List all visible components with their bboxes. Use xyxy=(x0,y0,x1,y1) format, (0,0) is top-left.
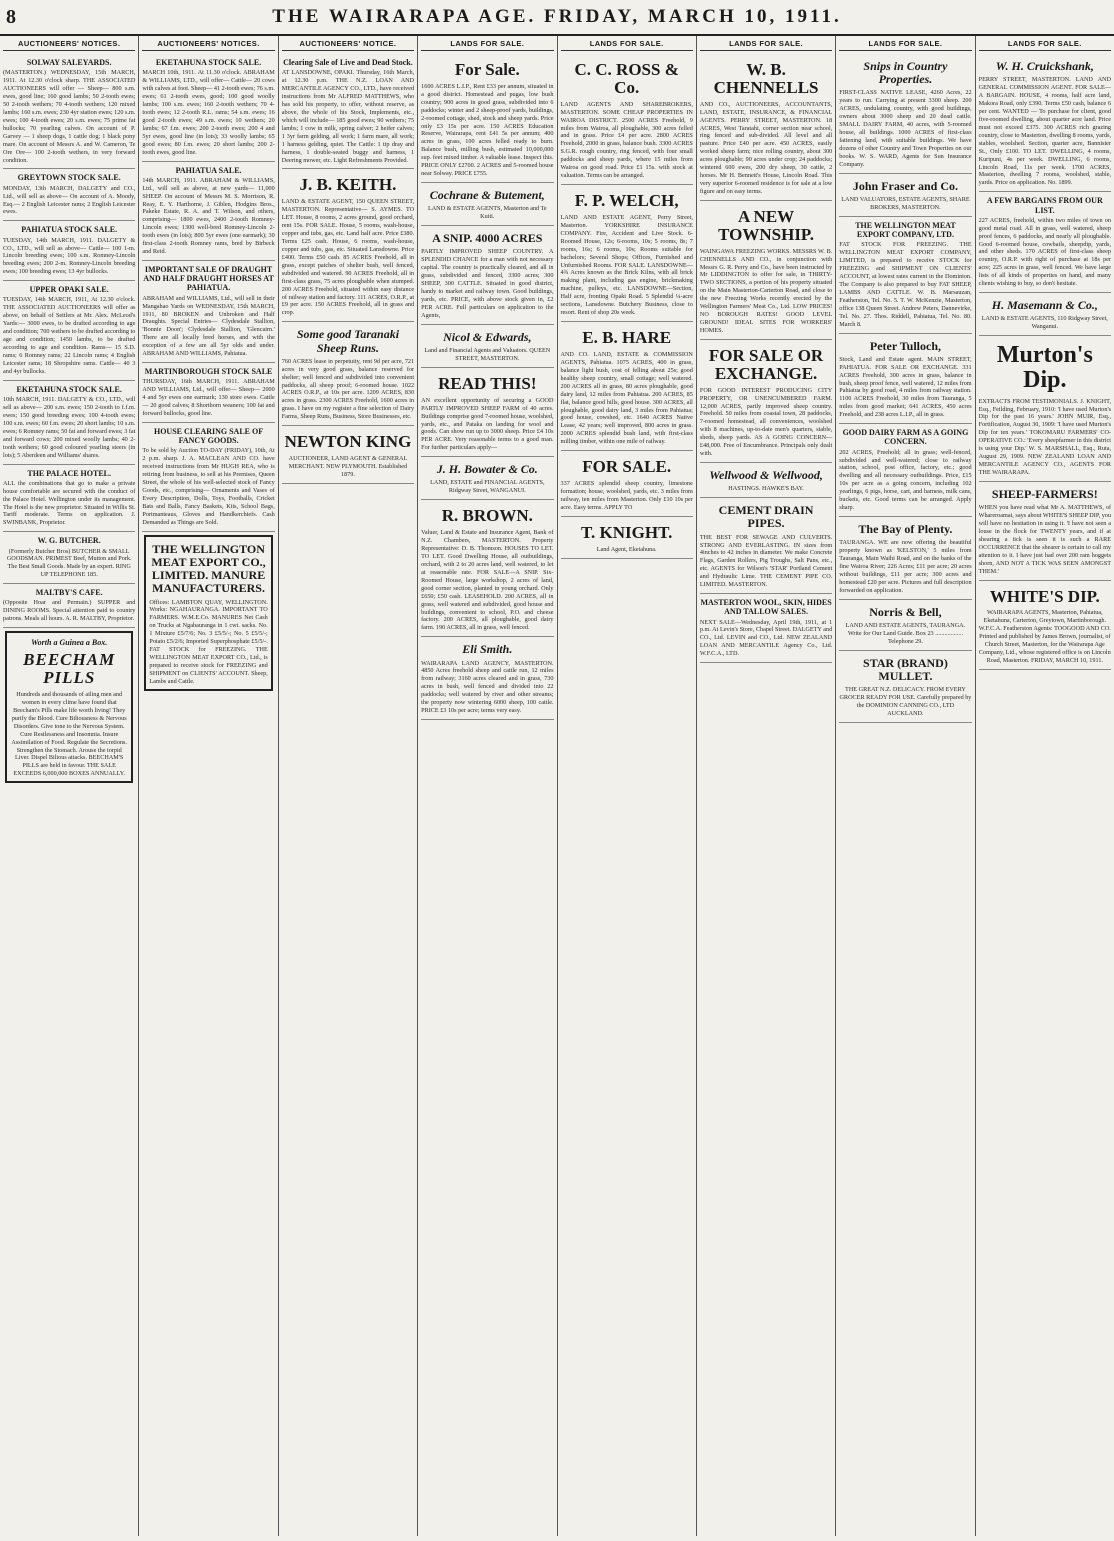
column-3 xyxy=(279,36,418,1536)
ad-heading: C. C. ROSS & Co. xyxy=(574,60,679,97)
ad-heading: THE WELLINGTON MEAT EXPORT COMPANY, LTD. xyxy=(855,220,956,239)
ad-read-this xyxy=(421,368,553,457)
ad-body: WAIRARAPA AGENTS, Masterton, Pahiatua, Eketahuna, Carterton, Greytown, Martinborough. W.F.C.A. Featherston Agents: TOOGOOD AND CO. Printed and published by James Brown, journalist, of Church Street, Masterton, for the Wairarapa Age Company, Ltd., whose registered office is on Lincoln Road, Masterton. FRIDAY, MARCH 10, 1911. xyxy=(978,609,1111,665)
ad-meat-export-manures xyxy=(144,535,272,691)
ad-body: (Formerly Butcher Bros) BUTCHER & SMALL GOODSMAN. PRIMEST Beef, Mutton and Pork. The Best Small Goods. Made by an expert. RING UP TELEPHONE 185. xyxy=(6,547,132,579)
column-6 xyxy=(697,36,836,1536)
column-header: LANDS FOR SALE. xyxy=(839,36,971,51)
newspaper-title: THE WAIRARAPA AGE. FRIDAY, MARCH 10, 1911. xyxy=(272,6,842,27)
ad-heading: The Bay of Plenty. xyxy=(858,522,953,537)
ad-murtons-dip xyxy=(979,336,1111,482)
ad-heading: Murton's Dip. xyxy=(996,342,1093,394)
column-header: LANDS FOR SALE. xyxy=(979,36,1111,51)
ad-dairy-farm xyxy=(839,424,971,517)
ad-heading: H. Masemann & Co., xyxy=(991,298,1098,313)
page-number: 8 xyxy=(6,6,16,28)
column-7 xyxy=(836,36,975,1536)
ad-body: THE GREAT N.Z. DELICACY. FROM EVERY GROCER READY FOR USE. Carefully prepared by the DOMINION CANNING CO., LTD AUCKLAND. xyxy=(839,686,972,717)
ad-cruickshank xyxy=(979,54,1111,192)
ad-peter-tulloch xyxy=(839,334,971,425)
ad-heading: PAHIATUA STOCK SALE. xyxy=(21,225,118,235)
ad-eb-hare xyxy=(561,322,693,451)
ad-heading: THE WELLINGTON MEAT EXPORT CO., LIMITED. MANURE MANUFACTURERS. xyxy=(151,541,266,596)
ad-newton-king xyxy=(282,426,414,484)
newspaper-columns xyxy=(0,36,1114,1536)
ad-cement-drain-pipes xyxy=(700,498,832,594)
ad-heading: T. KNIGHT. xyxy=(580,522,673,542)
ad-heading: CEMENT DRAIN PIPES. xyxy=(718,503,814,531)
ad-body: ABRAHAM and WILLIAMS, Ltd., will sell in their Mangahao Yards on WEDNESDAY, 15th MARCH, 1911, 80 BROKEN and Unbroken and Half Draughts. Special Entries— Clydesdale Stallion, 'Bonnie Doon'; Clydesdale Stallion, 'Glencairn.' There are all locally bred horses, and with the exception of a few are all 5yr olds and under. ABRAHAM AND WILLIAMS, Pahiatua. xyxy=(142,294,275,358)
ad-clearing-sale xyxy=(282,54,414,169)
ad-body: WHEN you have read what Mr A. MATTHEWS, of Whareroamai, says about WHITE'S SHEEP DIP, you will have no hesitation in using it. 'I have not seen a louse in the flock for TWENTY years, and if at shearing a tick is seen it is such a RARE OCCURRENCE that the shearer is certain to call my attention to it. I have just had over 200 ram hoggets shorn, AND NOT A TICK WAS SEEN AMONGST THEM.' xyxy=(978,504,1111,575)
ad-for-sale-337-acres xyxy=(561,451,693,517)
ad-heading: J. H. Bowater & Co. xyxy=(436,462,538,477)
ad-heading: MASTERTON WOOL, SKIN, HIDES AND TALLOW SALES. xyxy=(700,598,832,617)
ad-body: 337 ACRES splendid sheep country, limestone formation; house, woolshed, yards, etc. 3 miles from railway, ten miles from Masterton. Only £10 10s per acre. Easy terms. APPLY TO xyxy=(560,480,693,511)
ad-heading: Cochrane & Butement, xyxy=(429,188,545,203)
ad-bay-of-plenty xyxy=(839,517,971,600)
ad-cochrane-butement xyxy=(421,183,553,226)
ad-heading: Peter Tulloch, xyxy=(869,338,941,353)
ad-body: LAND AND ESTATE AGENTS, TAURANGA. Write for Our Land Guide. Box 23 .................. Telephone 29. xyxy=(845,622,966,645)
ad-body: Offices: LAMBTON QUAY, WELLINGTON. Works: NGAHAURANGA. IMPORTANT TO FARMERS. W.M.E.Co. MANURES Net Cash on Trucks at Ngahauranga in 1 cwt. sacks. No. 1 Mixture £5/7/6; No. 3 £5/5/-; No. 5 £5/5/-; Potato £5/2/6; Imported Superphosphate £5/5/-. FAT STOCK for FREEZING. THE WELLINGTON MEAT EXPORT CO., Ltd., is prepared to receive stock for FREEZING and SHIPMENT on CLIENTS' ACCOUNT. Sheep, Lambs and Cattle. xyxy=(149,598,268,685)
ad-heading: STAR (BRAND) MULLET. xyxy=(863,655,948,683)
column-header: AUCTIONEERS' NOTICE. xyxy=(282,36,414,51)
ad-sheep-farmers xyxy=(979,482,1111,581)
ad-heading: W. B. CHENNELLS xyxy=(713,60,819,97)
column-header: AUCTIONEERS' NOTICES. xyxy=(3,36,135,51)
ad-heading: Snips in Country Properties. xyxy=(863,59,948,87)
ad-heading: PAHIATUA SALE. xyxy=(175,165,242,175)
ad-body: HASTINGS. HAWKE'S BAY. xyxy=(728,485,804,493)
ad-heading: A NEW TOWNSHIP. xyxy=(718,206,815,244)
ad-heading: NEWTON KING xyxy=(284,432,412,452)
ad-bowater xyxy=(421,457,553,500)
ad-body: Stock, Land and Estate agent. MAIN STREET, PAHIATUA. FOR SALE OR EXCHANGE. 331 ACRES Freehold, 300 acres in grass, balance in bush, sheep proof fence, well watered, 12 miles from Pahiatua by good road, 4 miles from railway station. 1100 ACRES Freehold, 30 miles from Tauranga, 5 miles from good market; 641 ACRES, 450 acres Freehold, and 238 acres L.I.P., all in grass. xyxy=(839,355,972,419)
ad-butcher xyxy=(3,532,135,584)
ad-body: 14th MARCH, 1911. ABRAHAM & WILLIAMS, Ltd., will sell as above, at new yards— 11,000 SHEEP. On account of Messrs M. S. Morrison, R. Reay, E. Y. Harthorne, J. Giblen, Hodgins Bros., Pakeke Estate, R. A. and T. Wilson, and others, comprising— 1800 ewes, 2400 2-tooth Romney-Lincoln ewes; 1300 well-bred Romney-Lincoln 2-tooth ewes (in lots); 800 5yr ewes (one earmark); 30 first-class 2-tooth Romney rams, bred by Birbeck and Reid. xyxy=(142,176,275,256)
ad-r-brown xyxy=(421,500,553,637)
column-header: AUCTIONEERS' NOTICES. xyxy=(142,36,274,51)
ad-greytown-stock-sale xyxy=(3,169,135,221)
column-1 xyxy=(0,36,139,1536)
ad-body: WAIRARAPA LAND AGENCY, MASTERTON. 4850 Acres freehold sheep and cattle run, 12 miles from railway; 3160 acres cleared and in grass, 730 acres in bush, well fenced and divided into 22 paddocks; well watered by river and other streams; the property now wintering 6000 sheep, 100 cattle. PRICE £3 10s per acre; terms very easy. xyxy=(421,659,554,715)
ad-heading: J. B. KEITH. xyxy=(299,175,397,195)
ad-eketahuna-sale xyxy=(142,54,274,162)
ad-body: LAND AGENTS AND SHAREBROKERS, MASTERTON. SOME CHEAP PROPERTIES IN WAIROA DISTRICT. 2500 ACRES Freehold, 9 miles from Wairoa, all ploughable, 300 acres felled and in grass. Price £4 per acre. 2800 ACRES Freehold, 2000 in grass, balance bush. 3300 ACRES S.G.R. rough country, ring fenced, with four small paddocks and sheep yards, where 15 miles from Wairoa on good road. Price £1 15s. with stock at valuation. Terms can be arranged. xyxy=(560,100,693,180)
ad-body: FIRST-CLASS NATIVE LEASE, 4260 Acres, 22 years to run. Carrying at present 3300 sheep. 200 ACRES, undulating country, with good buildings, owners about 3000 sheep and 20 dead cattle. SMALL DAIRY FARM, 40 acres, with 5-roomed house, all buildings. 1000 ACRES of first-class fattening land, with suitable buildings. We have dozens of other Country and Town Properties on our books. W. S. WARD, Agents for Sun Insurance Company. xyxy=(839,89,972,168)
ad-body: TUESDAY, 14th MARCH, 1911, At 12.30 o'clock. THE ASSOCIATED AUCTIONEERS will offer as above, on behalf of Settlers at Mr. Alex. McLeod's Yards:— 3000 ewes, to be drafted according to age and condition; 700 wethers to be drafted according to age and condition; 1450 lambs, to be drafted according to age and condition. Rams— 15 S.D. rams; 6 Romney rams; 22 Lincoln rams; 4 English Leicester rams; 18 Shropshire rams. Cattle— 40 3 and 4yr bullocks. xyxy=(3,296,136,375)
ad-heading: FOR SALE OR EXCHANGE. xyxy=(708,345,824,383)
ad-beecham-pills xyxy=(5,631,133,783)
ad-john-fraser xyxy=(839,174,971,217)
ad-heading: GREYTOWN STOCK SALE. xyxy=(17,173,121,183)
ad-heading: MALTBY'S CAFE. xyxy=(35,588,103,598)
ad-maltbys-cafe xyxy=(3,584,135,628)
column-header: LANDS FOR SALE. xyxy=(700,36,832,51)
ad-eketahuna-stock-sale xyxy=(3,381,135,465)
ad-body: Land Agent, Eketahuna. xyxy=(596,545,657,553)
ad-body: MARCH 10th, 1911. At 11.30 o'clock. ABRAHAM & WILLIAMS, LTD., will offer— Cattle— 20 cows with calves at foot. Sheep— 41 2-tooth ewes; 76 s.m. ewes; 61 2-tooth ewes, good; 100 good woolly lambs; 100 s.m. ewes; 160 2-tooth wethers; 70 4-tooth ewes; 12 2-tooth R.L. rams; 54 s.m. ewes; 16 good 2-tooth ewes; 49 s.m. ewes; 10 wethers; 20 lambs; 67 f.m. ewes; 200 2-tooth ewes; 200 4 and 5yr ewes, good line (in lots); 33 woolly lambs; 65 good ewes; 80 f.m. ewes; 20 short lambs; 200 2-tooth ewes, good line. xyxy=(142,69,275,156)
ad-body: AND CO., AUCTIONEERS, ACCOUNTANTS, LAND, ESTATE, INSURANCE, & FINANCIAL AGENTS. PERRY STREET, MASTERTON. 18 ACRES, West Taratahi, corner section near school, ring fenced and sub-divided. All level and all pasture. Price £40 per acre. 450 ACRES, easily worked sheep farm; nice rolling country, about 300 acres ploughable; 90 acres under crop; 24 paddocks; wintered 600 ewes, 200 dry sheep, 30 cattle, 2 horses. Mr H. Bennett's House, Lincoln Road. This very superior 6-roomed residence is for sale at a low figure and on easy terms. xyxy=(699,100,833,195)
column-5 xyxy=(558,36,697,1536)
ad-body: FAT STOCK FOR FREEZING. THE WELLINGTON MEAT EXPORT COMPANY, LIMITED, is prepared to receive STOCK for FREEZING and SHIPMENT ON CLIENTS' ACCOUNT, at lowest rates current in the Dominion. The Company is also prepared to buy FAT SHEEP, LAMBS AND CATTLE. W. B. Marsauzan, Featherston, Tel. No. 5. T. W. McKenzie, Masterton, office 138 Queen Street. Andrew Peters, Dannevirke, Tel. No. 27. Thos. Riddell, Pahiatua, Tel. No. 80. March 8. xyxy=(839,241,972,328)
ad-wool-skin-sales xyxy=(700,594,832,663)
column-4 xyxy=(418,36,557,1536)
ad-body: FOR GOOD INTEREST PRODUCING CITY PROPERTY, OR UNENCUMBERED FARM. 12,000 ACRES, partly improved sheep country. Freehold. 50 miles from coastal town, 28 paddocks, 7-roomed homestead, all conveniences, woolshed with 8 machines, up-to-date men's quarters, stable, sheds, sheep yards. AS A GOING CONCERN— £48,000. Free of Encumbrance. Principals only dealt with. xyxy=(699,386,833,458)
ad-snip-4000-acres xyxy=(421,226,553,325)
ad-body: MONDAY, 13th MARCH, DALGETY and CO., Ltd., will sell as above— On account of A. Moody, Esq.— 2 English Leicester rams; 2 English Leicester ewes. xyxy=(3,184,136,216)
ad-body: PARTLY IMPROVED SHEEP COUNTRY. A SPLENDID CHANCE for a man with not necessary capital. The country is practically cleared, and all in grass, subdivided and fenced, 3300 acres; 300 SHEEP, 300 CATTLE. Situated in good district, handy to market and railway town. Good buildings, yards, etc. PRICE, with above stock given in, £2 PER ACRE. Full particulars on application to the Agents, xyxy=(421,248,554,319)
ad-heading: UPPER OPAKI SALE. xyxy=(29,285,109,295)
ad-upper-opaki-sale xyxy=(3,281,135,381)
ad-t-knight xyxy=(561,517,693,559)
ad-body: (Opposite Hoar and Permain.) SUPPER and DINING ROOMS. Special attention paid to country patrons. Meals all hours. A. R. MALTBY, Proprietor. xyxy=(3,599,136,623)
ad-heading: EKETAHUNA STOCK SALE. xyxy=(16,384,122,394)
ad-body: AND CO. LAND, ESTATE & COMMISSION AGENTS, Pahiatua. 1075 ACRES, 400 in grass, balance light bush, cost of felling about 25s; good healthy sheep country, small cottage; well watered. 200 ACRES all in grass, 80 acres ploughable, good dairy land, 12 miles from Pahiatua. 200 ACRES, 85 flat, balance good hills, good house. 300 ACRES, all ploughable, good dairy land, 3 miles from Pahiatua; good house, cowshed, etc. 1640 ACRES Native Lease, 42 years; well improved, 800 acres in grass. 2000 ACRES splendid bush land, with first-class milling timber, within one mile of railway. xyxy=(560,350,693,446)
ad-chennells xyxy=(700,54,832,201)
ad-body: WAINGAWA FREEZING WORKS. MESSRS W. B. CHENNELLS AND CO., in conjunction with Messrs G. R. Perry and Co., have been instructed by Mr LIDDINGTON to offer for sale, in THIRTY-TWO SECTIONS, a portion of his property situated on the Main Masterton-Carterton Road, and close to the new Freezing Works recently erected by the Wellington Farmers' Meat Co., Ltd. LOW PRICES! NO BOROUGH RATES! GOOD LEVEL GROUND! IDEAL SITES FOR WORKERS' HOMES. xyxy=(699,247,833,334)
ad-solway-saleyards xyxy=(3,54,135,169)
ad-body: TAURANGA. WE are now offering the beautiful property known as 'KELSTON,' 5 miles from Tauranga, Main Waihi Road, and on the banks of the fine Wairoa River; 226 Acres; £11 per acre; 20 acres without buildings, £11 per acre; 300 acres and homestead £20 per acre. Pictures and full description forwarded on application. xyxy=(839,539,972,594)
masthead xyxy=(0,0,1114,36)
ad-heading: HOUSE CLEARING SALE OF FANCY GOODS. xyxy=(153,427,264,446)
ad-star-mullet xyxy=(839,651,971,723)
ad-body: THURSDAY, 16th MARCH, 1911. ABRAHAM AND WILLIAMS, Ltd., will offer— Sheep— 2000 4 and 5yr ewes one earmark; 130 store ewes. Cattle— 20 good calves; 8 Shorthorn weaners; 100 fat and forward bullocks, good line. xyxy=(142,378,275,418)
ad-heading: Norris & Bell, xyxy=(869,604,942,619)
ad-tagline: Worth a Guinea a Box. xyxy=(31,638,108,648)
ad-martinborough-sale xyxy=(142,363,274,423)
ad-nicol-edwards xyxy=(421,325,553,368)
ad-masemann xyxy=(979,293,1111,336)
ad-body: 760 ACRES lease in perpetuity, rent 9d per acre, 721 acres in very good grass, balance reserved for shelter; well fenced and subdivided into convenient paddocks, all sheep proof; 6-roomed house. 1022 ACRES O.R.P., at 10s per acre. 1209 ACRES, 830 acres in grass. 2300 ACRES Freehold, 1600 acres in grass. I have on my register a fine selection of Dairy Farms, Sheep Runs, Business, Store Businesses, etc. xyxy=(281,357,415,421)
ad-heading: Clearing Sale of Live and Dead Stock. xyxy=(283,58,413,67)
ad-heading: MARTINBOROUGH STOCK SALE xyxy=(144,367,273,377)
ad-heading: IMPORTANT SALE OF DRAUGHT AND HALF DRAUGHT HORSES AT PAHIATUA. xyxy=(143,265,274,293)
ad-heading: READ THIS! xyxy=(438,373,537,393)
ad-heading: For Sale. xyxy=(454,60,520,79)
ad-heading: Some good Taranaki Sheep Runs. xyxy=(296,327,400,355)
ad-wellwood xyxy=(700,463,832,498)
ad-body: LAND, ESTATE and FINANCIAL AGENTS, Ridgway Street, WANGANUI. xyxy=(430,479,545,495)
column-2 xyxy=(139,36,278,1536)
ad-heading: SOLWAY SALEYARDS. xyxy=(26,58,112,67)
ad-body: (MASTERTON.) WEDNESDAY, 15th MARCH, 1911. At 12.30 o'clock sharp. THE ASSOCIATED AUCTIONEERS will offer — Sheep— 800 s.m. ewes, good line; 160 good lambs; 50 2-tooth ewes; 50 2-tooth wethers; 70 4-tooth wethers; 120 mixed lambs; 160 s.m. ewes; 230 4yr station ewes; 120 s.m. ewes; 100 4-tooth ewes; 20 s.m. ewes; 75 prime fat bullocks; 70 yearling calves. On account of P. Garvey — 1 sheep dogs, 1 cattle dog; 1 black pony mare. On account of Messrs A. and W. Cameron, Te Ore Ore— 100 2-tooth wethers, in very forward condition. xyxy=(3,69,136,164)
ad-body: ALL the combinations that go to make a private house comfortable are secured with the conduct of the Palace Hotel. Wellington under its management. The Hotel is the new proprietor. Situated in Willis St. Tariff moderate. Terms on application. J. SWINBANK, Proprietor. xyxy=(3,479,136,527)
ad-body: 10th MARCH, 1911. DALGETY & CO., LTD., will sell as above— 200 s.m. ewes; 150 2-tooth to f.f.m. ewes; 150 good breeding ewes; 100 4-tooth ewes; 100 s.m. ewes; 60 f.m. ewes; 20 short lambs; 10 s.m. ewes; 6 Romney rams; 50 fat and forward ewes; 3 fat and forward cows; 200 mixed woolly lambs; 40 2-tooth wethers; 60 good coloured yearling steers (in lots); 5 Aberdeen and Williams' shares. xyxy=(3,396,136,459)
ad-body: 202 ACRES, Freehold; all in grass; well-fenced, subdivided and well-watered; close to railway station, school, post office, factory, etc.; good dwelling and all necessary outbuildings. Price, £15 10s per acre as a going concern, including 102 yearlings, 6 pigs, horse, cart, and harness, milk cans, buckets, etc. Good terms can be arranged. Apply sharp. xyxy=(839,448,972,512)
ad-body: 227 ACRES, freehold, within two miles of town on good metal road. All in grass, well watered, sheep proof fences, 6 paddocks, and nearly all ploughable. Good 6-roomed house, cowbails, sheepdip, yards, and other sheds. 170 ACRES of first-class sheep country, O.R.P. with right of purchase at 18s per acre; 225 acres in grass, well fenced. We have large lists of all kinds of properties on hand, and many clients wishing to buy, so don't hesitate. xyxy=(978,216,1111,288)
ad-pahiatua-stock-sale xyxy=(3,221,135,281)
column-header: LANDS FOR SALE. xyxy=(561,36,693,51)
ad-heading: EKETAHUNA STOCK SALE. xyxy=(155,58,262,67)
ad-heading: GOOD DAIRY FARM AS A GOING CONCERN. xyxy=(842,428,969,447)
ad-heading: SHEEP-FARMERS! xyxy=(991,486,1098,501)
ad-heading: F. P. WELCH, xyxy=(574,191,679,211)
ad-body: LAND & ESTATE AGENT, 150 QUEEN STREET, MASTERTON. Representative— S. AYMES. TO LET. House, 8 rooms, 2 acres ground, good orchard, rent 15s. FOR SALE. House, 5 rooms, wash-house, copper and tubs, gas, etc. Land half acre. Price £380. Terms £25 cash. House, 6 rooms, wash-house, copper and tubs, gas, etc. Situated Lansdowne. Price £400. Terms £50 cash. 85 ACRES Freehold, all in grass, except patches of shelter bush, well fenced, subdivided and watered. 90 ACRES Freehold, all in first-class grass, 75 acres ploughable when stumped. 200 ACRES Freehold, situated within easy distance of railway station and factory. 111 ACRES, O.R.P., at £9 per acre. 150 ACRES Freehold, all in grass and crop. xyxy=(281,198,415,317)
ad-heading: A SNIP. 4000 ACRES xyxy=(432,231,543,246)
ad-heading: R. BROWN. xyxy=(441,506,533,526)
ad-whites-dip xyxy=(979,581,1111,670)
ad-body: AT LANSDOWNE, OPAKI. Thursday, 16th March, at 12.30 p.m. THE N.Z. LOAN AND MERCANTILE AGENCY CO., LTD., have received instructions from Mr ALFRED MATTHEWS, who has sold his property, to offer, without reserve, as above, the whole of his Stock, Implements, etc., which will include— 185 good ewes; 90 wethers; 75 lambs; 1 cow in milk, spring calver; 2 heifer calves; 1 3yr farm gelding, all work; 1 farm mare, all work; 1 harness gelding, quiet. The Cattle: 1 tip dray and harness, 1 double-seated buggy and harness, 1 Deering mower, etc. Light Refreshments Provided. xyxy=(281,69,415,164)
ad-heading: A FEW BARGAINS FROM OUR LIST. xyxy=(986,196,1103,215)
ad-new-township xyxy=(700,201,832,340)
column-8 xyxy=(976,36,1114,1536)
ad-body: Land and Financial Agents and Valuators. QUEEN STREET, MASTERTON. xyxy=(424,346,551,362)
ad-body: LAND & ESTATE AGENTS, 110 Ridgway Street, Wanganui. xyxy=(981,315,1108,331)
ad-body: EXTRACTS FROM TESTIMONIALS. J. KNIGHT, Esq., Feilding, February, 1910: 'I have used Murton's Dip for the past 16 years.' JOHN MUIR, Esq., Fortification, August 30, 1909: 'I have used Murton's Dip for ten years.' TOKOMARU FARMERS' CO-OPERATIVE CO.: 'Every sheepfarmer in this district is using your Dip.' W. S. MARSHALL, Esq., Ruta, August 29, 1909. NEW ZEALAND LOAN AND MERCANTILE AGENCY CO., AGENTS FOR THE WAIRARAPA. xyxy=(978,397,1111,476)
ad-pahiatua-sale xyxy=(142,162,274,262)
ad-wellington-meat-export xyxy=(839,217,971,334)
ad-body: NEXT SALE—Wednesday, April 19th, 1911, at 1 p.m. At Levin's Store, Chapel Street. DALGETY and CO., Ltd. LEVIN and CO., Ltd. NEW ZEALAND LOAN AND MERCANTILE Agency Co., Ltd. W.F.C.A., LTD. xyxy=(699,618,833,658)
ad-eli-smith xyxy=(421,637,553,720)
ad-heading: W. G. BUTCHER. xyxy=(37,536,101,546)
ad-body: Valuer, Land & Estate and Insurance Agent, Bank of N.Z. Chambers, MASTERTON. Property Representative: D. B. Thomson. HOUSES TO LET. TO LET. Good Dwelling House, all outbuildings, orchard, with 2 to 20 acres land, well watered, to let at reasonable rate. FOR SALE—A SNIP. Six-Roomed House, large workshop, 2 acres of land, good corner section, planted in young orchard. Only £650; £50 cash. LEASEHOLD. 200 ACRES, all in grass, well watered and subdivided, good house and buildings, convenient to school, P.O. and cheese factory. 200 ACRES, all ploughable, good dairy farm. 190 ACRES, all in grass, well fenced. xyxy=(421,529,554,632)
ad-body: TUESDAY, 14th MARCH, 1911. DALGETY & CO., LTD., will sell as above— Cattle— 100 1-m. Lincoln breeding ewes; 100 s.m. Romney-Lincoln breeding ewes; 200 2-m. Romney-Lincoln breeding ewes; 100 breeding ewes; 13 4yr bullocks. xyxy=(3,236,136,276)
column-header: LANDS FOR SALE. xyxy=(421,36,553,51)
ad-fancy-goods-sale xyxy=(142,423,274,532)
ad-taranaki-runs xyxy=(282,322,414,426)
ad-norris-bell xyxy=(839,600,971,651)
ad-palace-hotel xyxy=(3,465,135,533)
ad-heading: Wellwood & Wellwood, xyxy=(709,468,823,483)
ad-body: THE BEST FOR SEWAGE AND CULVERTS. STRONG AND EVERLASTING. IN sizes from 4inches to 42 inches in diameter. We make Concrete Flags, Garden Rollers, Pig Troughs, Salt Pans, etc., etc. AGENTS for Wilson's 'STAR' Portland Cement and Hydraulic Lime. THE CEMENT PIPE CO. LIMITED. MASTERTON. xyxy=(699,533,833,589)
ad-body: To be sold by Auction TO-DAY (FRIDAY), 10th, At 2 p.m. sharp. J. A. MACLEAN AND CO. have received instructions from Mr HUGH REA, who is retiring from business, to sell at his Premises, Queen Street, the whole of his well-selected stock of Fancy Goods, etc., comprising— Ornaments and Vases of Every Description, Dolls, Toys, Footballs, Cricket Bats and Balls, Fancy Baskets, Kits, School Bags, Portmanteaus, Gloves and Handkerchiefs. Cash Demanded as Things are Sold. xyxy=(142,447,275,526)
ad-jb-keith xyxy=(282,169,414,322)
ad-body: AN excellent opportunity of securing a GOOD PARTLY IMPROVED SHEEP FARM of 40 acres. Buildings comprise good 7-roomed house, woolshed, yards, etc., and Pataka on landing for wool and goods. Can show run up to 3000 sheep. Price £4 10s PER ACRE. Very reasonable terms to a good man. For further particulars apply— xyxy=(421,396,554,452)
ad-brand-title: BEECHAM PILLS xyxy=(23,650,116,688)
ad-for-sale xyxy=(421,54,553,183)
ad-heading: Nicol & Edwards, xyxy=(443,329,532,344)
ad-cc-ross xyxy=(561,54,693,185)
ad-body: LAND & ESTATE AGENTS, Masterton and Te Kuiti. xyxy=(427,205,547,221)
ad-snips-country xyxy=(839,54,971,174)
ad-heading: Eli Smith. xyxy=(462,642,513,657)
ad-fp-welch xyxy=(561,185,693,322)
ad-body: LAND VALUATORS, ESTATE AGENTS, SHARE BROKERS, MASTERTON. xyxy=(841,195,970,211)
ad-heading: John Fraser and Co. xyxy=(852,178,958,193)
ad-body: LAND AND ESTATE AGENT, Perry Street, Masterton. YORKSHIRE INSURANCE COMPANY. Fire, Accident and Live Stock. 6-Roomed House, 12s; 6-rooms, 10s; 5 rooms, 8s; 7 rooms, 16s; 6 rooms, 10s; Rooms suitable for bachelors; Several Shops; Offices, Furnished and Unfurnished Rooms. FOR SALE. LANSDOWNE— 4¾ Acres known as the Brick Kilns, with all brick making plant, including gas engine, brickmaking machine, pulleys, etc. LANSDOWNE—Section, Half acre, fronting Opaki Road. 5 Splendid ¼-acre sections, Lansdowne. Butchery Business, close to resort. Rent of shop 20s week. xyxy=(560,213,693,317)
ad-draught-horses xyxy=(142,261,274,363)
ad-sale-or-exchange xyxy=(700,340,832,463)
ad-heading: FOR SALE. xyxy=(582,457,672,477)
ad-heading: THE PALACE HOTEL. xyxy=(27,468,112,478)
ad-heading: WHITE'S DIP. xyxy=(989,586,1100,606)
ad-heading: E. B. HARE xyxy=(582,328,672,348)
ad-body: AUCTIONEER, LAND AGENT & GENERAL MERCHANT. NEW PLYMOUTH. Established 1879. xyxy=(288,455,408,478)
ad-body: Hundreds and thousands of ailing men and women in every clime have found that Beecham's Pills make life worth living! They purify the Blood. Cure Biliousness & Nervous Disorders. Give tone to the Nervous System. Cure Restlessness and Insomnia. Insure Assimilation of Food. Regulate the Secretions. Strengthen the Stomach. Arouse the torpid Liver. Dispel Bilious attacks. BEECHAM'S PILLS are held in favour. THE SALE EXCEEDS 6,000,000 BOXES ANNUALLY. xyxy=(11,690,128,778)
ad-heading: W. H. Cruickshank, xyxy=(995,59,1094,73)
ad-body: 1600 ACRES L.I.P., Rent £33 per annum, situated in a good district. Homestead and pugas, low bush country; 900 acres in good grass, subdivided into 6 paddocks; winter and 2 sheep-proof yards, buildings, 2-roomed cottage, shed, stock and sheep yards. Price only £3 15s per acre. 150 ACRES Education Reserve, Wairarapa, rent £41 5s per annum; 400 acres in grass, 100 acres felled ready to burn. Balance bush, milling bush, estimated 10,000,000 sup. feet mixed timber. A valuable lease. Inspect this. PRICE ONLY £2700. 2 ACRES and 5-roomed house near Solway. PRICE £755. xyxy=(421,82,554,178)
ad-body: PERRY STREET, MASTERTON. LAND AND GENERAL COMMISSION AGENT. FOR SALE—A BARGAIN. HOUSE, 4 rooms, half acre land, Makora Road, only £390. Terms £50 cash, balance 6 per cent. WANTED — To purchase for client, good five-roomed dwelling, about quarter acre land. Price must not exceed £375. 300 ACRES rich grazing country, close to Masterton, dwelling 8 rooms, yards, stables, woolshed. Section, quarter acre, Bannister St., Only £100. TO LET. DWELLING, 4 rooms, Kuripuni, 4s per week. DWELLING, 6 rooms, Lincoln Road, 11s per week. 1700 ACRES, Masterton, dwelling 7 rooms, woolshed, stable, yards. Price on application. No. 1899. xyxy=(978,76,1111,187)
ad-few-bargains xyxy=(979,192,1111,293)
